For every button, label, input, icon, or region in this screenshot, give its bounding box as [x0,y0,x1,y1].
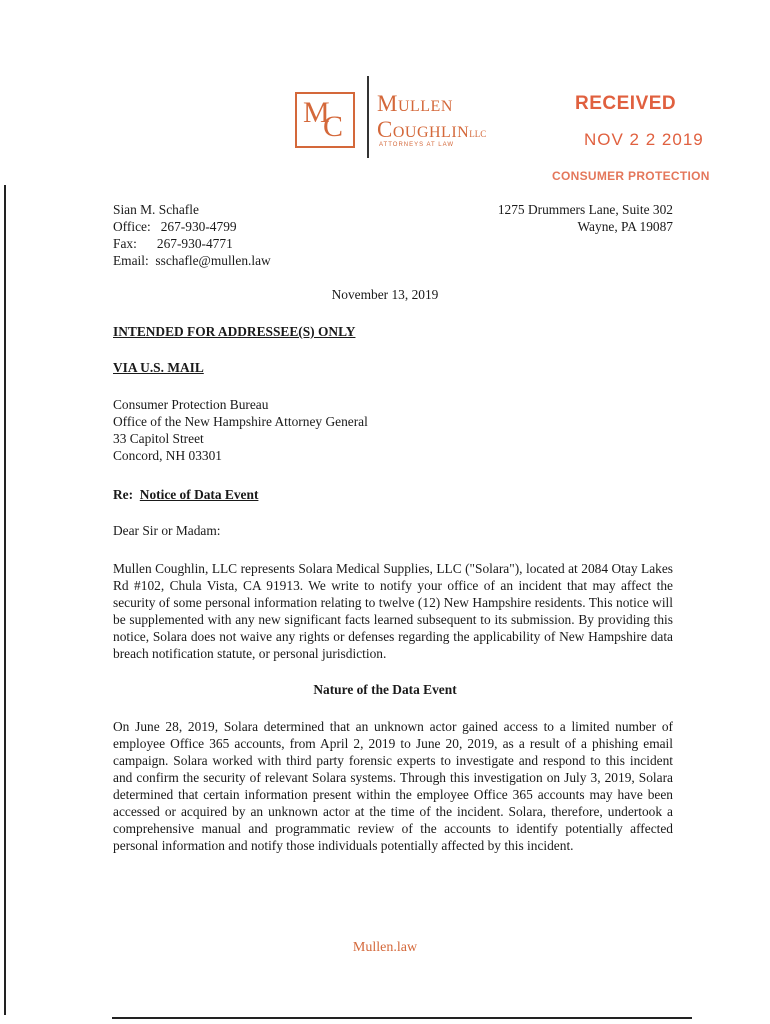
firm-suffix: LLC [469,129,487,139]
logo-monogram-m: M [303,96,330,129]
sender-address-line1: 1275 Drummers Lane, Suite 302 [497,202,673,217]
scan-edge-line [4,185,6,1015]
sender-address-line2: Wayne, PA 19087 [577,219,673,234]
section-heading: Nature of the Data Event [313,682,457,697]
firm-name-line1: Mullen [377,91,453,116]
sender-office-phone: Office: 267-930-4799 [113,219,237,234]
recipient-line1: Consumer Protection Bureau [113,397,269,412]
recipient-line3: 33 Capitol Street [113,431,204,446]
delivery-method: VIA U.S. MAIL [113,360,204,375]
sender-name: Sian M. Schafle [113,202,199,217]
sender-email: Email: sschafle@mullen.law [113,253,271,268]
subject-prefix: Re: [113,487,134,502]
received-stamp-date: NOV 2 2 2019 [584,130,704,149]
addressee-notice: INTENDED FOR ADDRESSEE(S) ONLY [113,324,356,339]
firm-name-line2 [377,118,486,141]
footer-website-link[interactable]: Mullen.law [352,940,418,955]
subject-title: Notice of Data Event [139,487,259,502]
received-stamp: RECEIVED [575,93,677,114]
firm-name-coughlin: Coughlin [377,117,470,142]
letter-date: November 13, 2019 [331,287,439,302]
recipient-line2: Office of the New Hampshire Attorney General [113,414,368,429]
logo-monogram-c: C [323,110,344,143]
sender-fax: Fax: 267-930-4771 [113,236,233,251]
event-paragraph: On June 28, 2019, Solara determined that an unknown actor gained access to a limited number of employee Office 365 accounts, from April 2, 2019 to June 20, 2019, as a result of a phishing email campaign. Solara worked with third party forensic experts to investigate and respond to this incident and confirm the security of relevant Solara systems. Through this investigation on July 3, 2019, Solara determined that certain information present within the employee Office 365 accounts may have been accessed or acquired by an unknown actor at the time of the incident. Solara, therefore, undertook a comprehensive manual and programmatic review of the accounts to identify potentially affected personal information and notify those individuals potentially affected by this incident. [113,719,673,853]
scan-bottom-line [112,1017,692,1019]
salutation: Dear Sir or Madam: [113,523,221,538]
intro-paragraph: Mullen Coughlin, LLC represents Solara Medical Supplies, LLC ("Solara"), located at 2084 Otay Lakes Rd #102, Chula Vista, CA 91913. We write to notify your office of an incident that may affect the security of some personal information relating to twelve (12) New Hampshire residents. This notice will be supplemented with any new significant facts learned subsequent to its submission. By providing this notice, Solara does not waive any rights or defenses regarding the applicability of New Hampshire data breach notification statute, or personal jurisdiction. [113,561,673,661]
subject-line [113,486,258,503]
recipient-line4: Concord, NH 03301 [113,448,222,463]
logo-divider [367,76,369,158]
received-stamp-department: CONSUMER PROTECTION [552,169,710,183]
firm-tagline: ATTORNEYS AT LAW [379,142,455,148]
firm-logo [295,92,355,148]
